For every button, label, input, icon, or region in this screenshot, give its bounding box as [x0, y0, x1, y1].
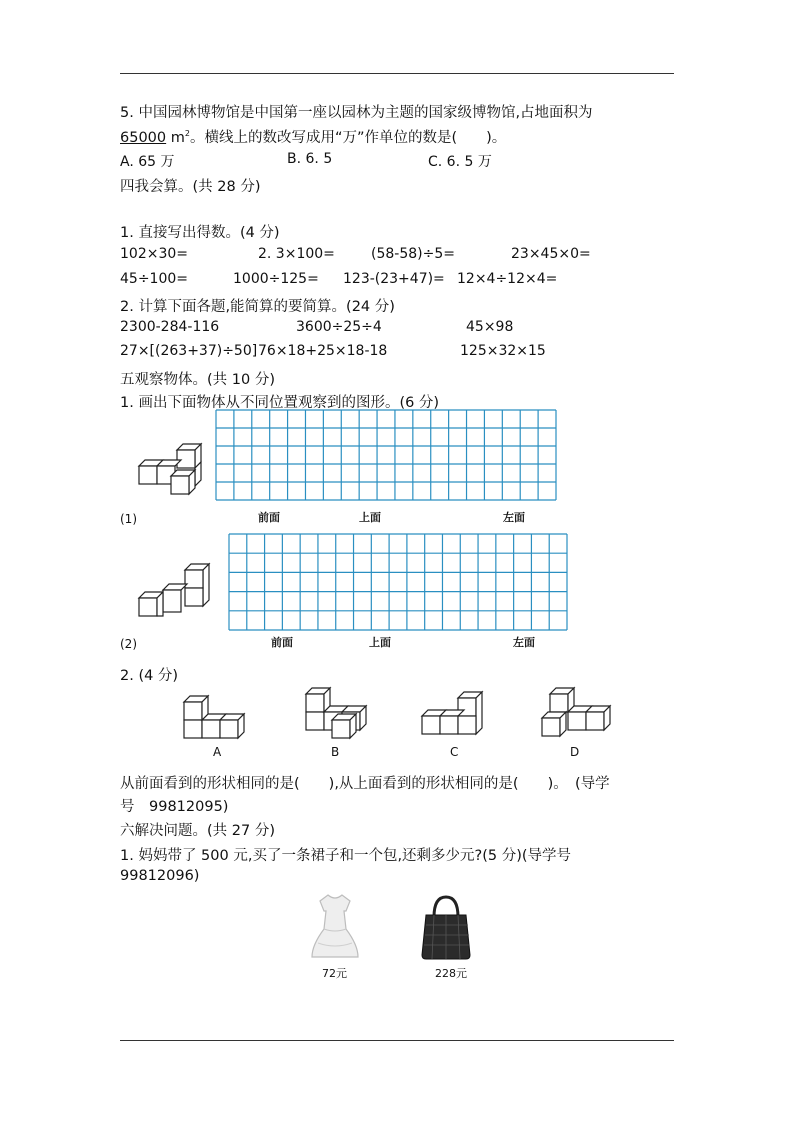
- cube-choice-d: [538, 684, 618, 740]
- calc-item: 45÷100=: [120, 271, 188, 287]
- view-label-left: 左面: [503, 511, 525, 524]
- q5-line2: [120, 126, 506, 147]
- section6-q1-line2: 99812096): [120, 868, 200, 884]
- q5-line1: 5. 中国园林博物馆是中国第一座以园林为主题的国家级博物馆,占地面积为: [120, 105, 593, 121]
- section4-title: 四我会算。(共 28 分): [120, 179, 261, 195]
- section5-q1-title: 1. 画出下面物体从不同位置观察到的图形。(6 分): [120, 395, 440, 411]
- section4-q1-title: 1. 直接写出得数。(4 分): [120, 225, 280, 241]
- q5-option-c: C. 6. 5 万: [428, 154, 492, 170]
- calc-item: 76×18+25×18-18: [258, 343, 388, 359]
- calc-item: 2. 3×100=: [258, 246, 335, 262]
- bottom-rule: [120, 1040, 674, 1041]
- view-label-front: 前面: [271, 636, 293, 649]
- dress-price: 72元: [322, 967, 347, 980]
- q5-option-a: A. 65 万: [120, 154, 175, 170]
- figure-1-label: (1): [120, 512, 137, 526]
- bag-image: [420, 893, 472, 961]
- section5-q2-text2: 号 99812095): [120, 799, 229, 815]
- figure-2-label: (2): [120, 637, 137, 651]
- view-label-front: 前面: [258, 511, 280, 524]
- calc-item: 3600÷25÷4: [296, 319, 382, 335]
- dress-image: [310, 893, 360, 961]
- choice-label-b: B: [331, 745, 340, 759]
- section6-title: 六解决问题。(共 27 分): [120, 823, 275, 839]
- section6-q1-line1: 1. 妈妈带了 500 元,买了一条裙子和一个包,还剩多少元?(5 分)(导学号: [120, 848, 572, 864]
- bag-price: 228元: [435, 967, 467, 980]
- calc-item: (58-58)÷5=: [371, 246, 455, 262]
- calc-item: 45×98: [466, 319, 514, 335]
- calc-item: 12×4÷12×4=: [457, 271, 558, 287]
- calc-item: 102×30=: [120, 246, 188, 262]
- cube-figure-1: [135, 440, 205, 500]
- q5-area-value: 65000: [120, 130, 167, 146]
- section5-q2-title: 2. (4 分): [120, 668, 179, 684]
- choice-label-a: A: [213, 745, 222, 759]
- section4-q2-title: 2. 计算下面各题,能简算的要简算。(24 分): [120, 299, 395, 315]
- q5-line2-rest: 。横线上的数改写成用“万”作单位的数是( )。: [189, 130, 507, 146]
- top-rule: [120, 73, 674, 74]
- q5-option-b: B. 6. 5: [287, 151, 333, 167]
- choice-label-d: D: [570, 745, 580, 759]
- choice-label-c: C: [450, 745, 459, 759]
- q5-area-unit: $m^2$: [170, 129, 190, 146]
- calc-item: 125×32×15: [460, 343, 546, 359]
- calc-item: 1000÷125=: [233, 271, 319, 287]
- view-label-top: 上面: [369, 636, 391, 649]
- view-label-top: 上面: [359, 511, 381, 524]
- drawing-grid-2[interactable]: [228, 533, 568, 631]
- cube-figure-2: [135, 562, 215, 622]
- section5-title: 五观察物体。(共 10 分): [120, 372, 275, 388]
- calc-item: 23×45×0=: [511, 246, 591, 262]
- cube-choice-a: [178, 688, 258, 744]
- section5-q2-text1: 从前面看到的形状相同的是( ),从上面看到的形状相同的是( )。 (导学: [120, 776, 610, 792]
- calc-item: 123-(23+47)=: [343, 271, 445, 287]
- calc-item: 27×[(263+37)÷50]: [120, 343, 258, 359]
- cube-choice-b: [300, 684, 380, 740]
- view-label-left: 左面: [513, 636, 535, 649]
- drawing-grid-1[interactable]: [215, 409, 557, 501]
- cube-choice-c: [416, 688, 496, 744]
- calc-item: 2300-284-116: [120, 319, 220, 335]
